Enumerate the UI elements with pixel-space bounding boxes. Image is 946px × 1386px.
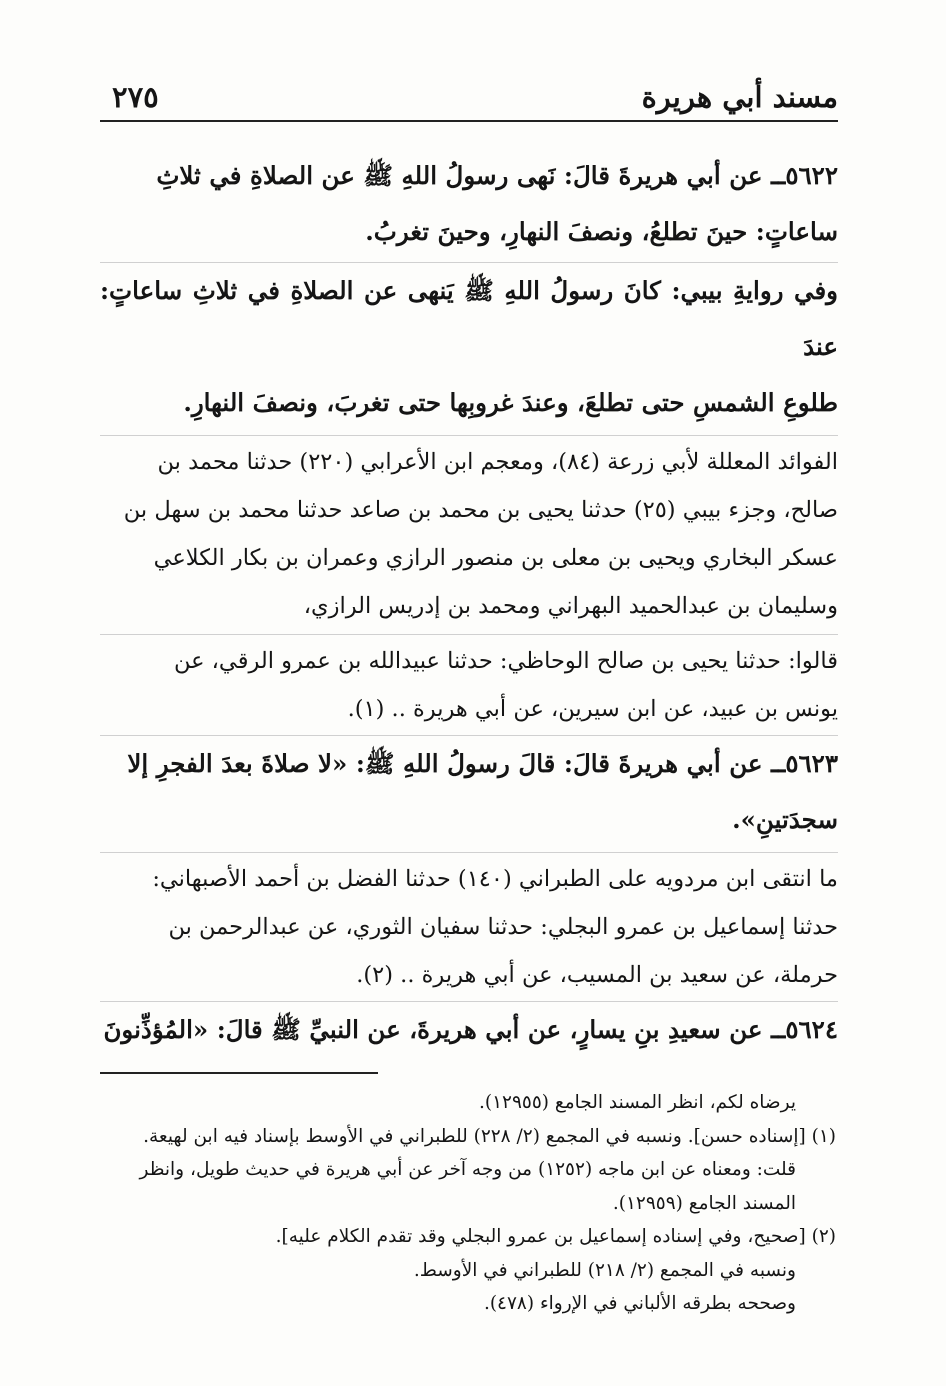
footnote-2: (٢) [صحيح، وفي إسناده إسماعيل بن عمرو البجلي وقد تقدم الكلام عليه].: [275, 1226, 836, 1247]
text-line: وفي روايةِ بيبي: كانَ رسولُ اللهِ ﷺ يَنهى عن الصلاةِ في ثلاثِ ساعاتٍ: عندَ: [100, 276, 838, 361]
text-line: ساعاتٍ: حينَ تطلعُ، ونصفَ النهارِ، وحينَ تغربُ.: [365, 217, 838, 246]
footnotes: [100, 1086, 838, 1321]
text-line: الفوائد المعللة لأبي زرعة (٨٤)، ومعجم ابن الأعرابي (٢٢٠) حدثنا محمد بن: [157, 449, 838, 475]
footnote-line: ونسبه في المجمع (٢/ ٢١٨) للطبراني في الأوسط.: [413, 1259, 796, 1281]
footnote-divider: [100, 1072, 378, 1074]
text-line: حدثنا إسماعيل بن عمرو البجلي: حدثنا سفيان الثوري، عن عبدالرحمن بن: [168, 914, 838, 940]
text-line: قالوا: حدثنا يحيى بن صالح الوحاظي: حدثنا عبيدالله بن عمرو الرقي، عن: [173, 648, 838, 674]
page-number: ٢٧٥: [112, 80, 159, 114]
text-line: ٥٦٢٣ــ عن أبي هريرةَ قالَ: قالَ رسولُ اللهِ ﷺ: «لا صلاةَ بعدَ الفجرِ إلا: [127, 749, 838, 778]
takhrij-5622: [100, 435, 838, 630]
footnote-1: (١) [إسناده حسن]. ونسبه في المجمع (٢/ ٢٢٨) للطبراني في الأوسط بإسناد فيه ابن لهيعة.: [143, 1125, 836, 1147]
footnote-line: قلت: ومعناه عن ابن ماجه (١٢٥٢) من وجه آخر عن أبي هريرة في حديث طويل، وانظر: [139, 1159, 796, 1180]
page: [100, 60, 838, 1321]
takhrij-5623: [100, 852, 838, 999]
text-line: ٥٦٢٤ــ عن سعيدِ بنِ يسارٍ، عن أبي هريرةَ، عن النبيِّ ﷺ قالَ: «المُؤذِّنونَ: [103, 1015, 838, 1044]
footnote-line: وصححه بطرقه الألباني في الإرواء (٤٧٨).: [483, 1293, 796, 1314]
footnote-line: يرضاه لكم، انظر المسند الجامع (١٢٩٥٥).: [478, 1092, 796, 1113]
text-line: سجدَتينِ».: [732, 805, 838, 834]
hadith-5623: [100, 735, 838, 848]
text-line: ٥٦٢٢ــ عن أبي هريرةَ قالَ: نَهى رسولُ اللهِ ﷺ عن الصلاةِ في ثلاثِ: [156, 161, 838, 190]
text-line: ما انتقى ابن مردويه على الطبراني (١٤٠) حدثنا الفضل بن أحمد الأصبهاني:: [152, 866, 838, 892]
running-title: مسند أبي هريرة: [641, 80, 838, 114]
hadith-5622-variant: [100, 262, 838, 431]
hadith-5622: [100, 148, 838, 260]
text-line: وسليمان بن عبدالحميد البهراني ومحمد بن إدريس الرازي،: [303, 593, 838, 619]
text-line: عسكر البخاري ويحيى بن معلى بن منصور الرازي وعمران بن بكار الكلاعي: [153, 545, 838, 571]
text-line: طلوعِ الشمسِ حتى تطلعَ، وعندَ غروبِها حتى تغربَ، ونصفَ النهارِ.: [183, 388, 838, 417]
text-line: يونس بن عبيد، عن ابن سيرين، عن أبي هريرة .. (١).: [347, 696, 838, 722]
text-line: حرملة، عن سعيد بن المسيب، عن أبي هريرة .. (٢).: [356, 962, 838, 988]
footnote-line: المسند الجامع (١٢٩٥٩).: [612, 1192, 796, 1214]
page-header: [100, 60, 838, 122]
text-line: صالح، وجزء بيبي (٢٥) حدثنا يحيى بن محمد بن صاعد حدثنا محمد بن سهل بن: [123, 497, 838, 523]
isnad-5622: [100, 634, 838, 733]
hadith-5624: [100, 1001, 838, 1058]
